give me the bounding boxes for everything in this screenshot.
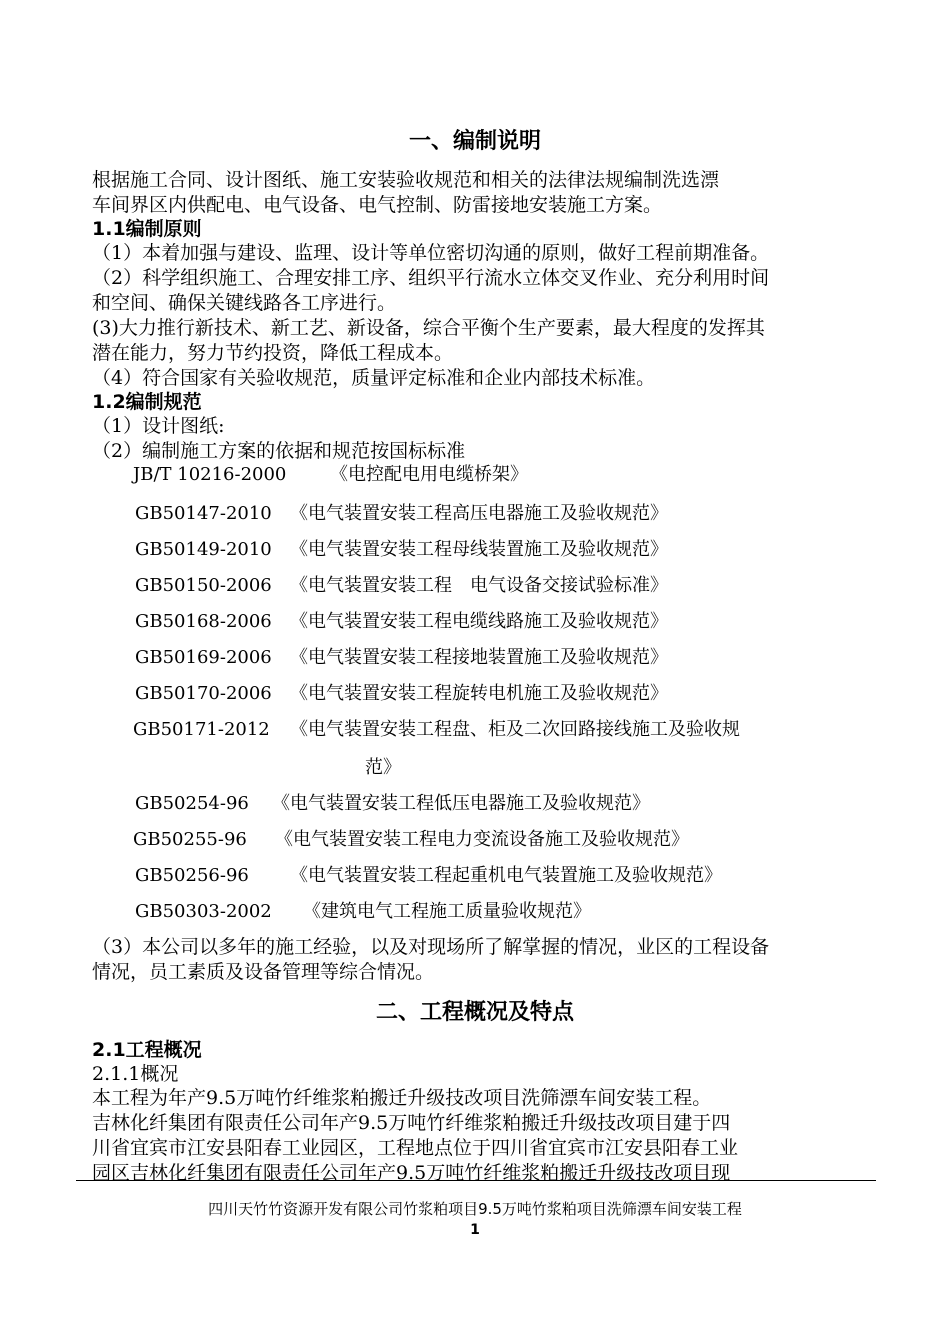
paragraph-line: （2）科学组织施工、合理安排工序、组织平行流水立体交叉作业、充分利用时间 (92, 267, 770, 289)
paragraph-line: 园区吉林化纤集团有限责任公司年产9.5万吨竹纤维浆粕搬迁升级技改项目现 (92, 1162, 731, 1184)
paragraph-line: （1）本着加强与建设、监理、设计等单位密切沟通的原则，做好工程前期准备。 (92, 242, 770, 264)
standard-code: GB50170-2006 (135, 683, 272, 704)
standard-name: 《电气装置安装工程 电气设备交接试验标准》 (290, 575, 668, 596)
standard-name: 《电气装置安装工程母线装置施工及验收规范》 (290, 539, 668, 560)
paragraph-line: （3）本公司以多年的施工经验，以及对现场所了解掌握的情况，业区的工程设备 (92, 936, 770, 958)
standard-name: 《电气装置安装工程起重机电气装置施工及验收规范》 (290, 865, 722, 886)
standard-name: 《电气装置安装工程旋转电机施工及验收规范》 (290, 683, 668, 704)
paragraph-line: 和空间、确保关键线路各工序进行。 (92, 292, 397, 314)
standard-code: GB50150-2006 (135, 575, 272, 596)
standard-name: 《电气装置安装工程电力变流设备施工及验收规范》 (275, 829, 689, 850)
footer-divider (76, 1180, 876, 1181)
standard-name: 《电控配电用电缆桥架》 (330, 464, 528, 485)
section-title: 二、工程概况及特点 (375, 1000, 574, 1025)
standard-name: 《电气装置安装工程高压电器施工及验收规范》 (290, 503, 668, 524)
page-footer: 四川天竹竹资源开发有限公司竹浆粕项目9.5万吨竹浆粕项目洗筛漂车间安装工程 (208, 1200, 742, 1218)
standard-code: GB50303-2002 (135, 901, 272, 922)
paragraph-line: 情况，员工素质及设备管理等综合情况。 (92, 961, 435, 983)
paragraph-line: (3)大力推行新技术、新工艺、新设备，综合平衡个生产要素，最大程度的发挥其 (92, 317, 765, 339)
standard-name-continuation: 范》 (365, 757, 401, 778)
paragraph-line: 吉林化纤集团有限责任公司年产9.5万吨竹纤维浆粕搬迁升级技改项目建于四 (92, 1112, 731, 1134)
subsection-heading: 2.1工程概况 (92, 1039, 202, 1061)
standard-code: GB50169-2006 (135, 647, 272, 668)
standard-name: 《电气装置安装工程接地装置施工及验收规范》 (290, 647, 668, 668)
standard-code: GB50168-2006 (135, 611, 272, 632)
sub-subsection-heading: 2.1.1概况 (92, 1063, 179, 1085)
standard-name: 《电气装置安装工程盘、柜及二次回路接线施工及验收规 (290, 719, 740, 740)
standard-name: 《建筑电气工程施工质量验收规范》 (303, 901, 591, 922)
standard-code: GB50254-96 (135, 793, 249, 814)
paragraph-line: 根据施工合同、设计图纸、施工安装验收规范和相关的法律法规编制洗选漂 (92, 169, 720, 191)
paragraph-line: 潜在能力，努力节约投资，降低工程成本。 (92, 342, 454, 364)
standard-code: JB/T 10216-2000 (133, 464, 287, 485)
paragraph-line: （2）编制施工方案的依据和规范按国标标准 (92, 440, 466, 462)
page-number: 1 (470, 1222, 480, 1238)
paragraph-line: 车间界区内供配电、电气设备、电气控制、防雷接地安装施工方案。 (92, 194, 663, 216)
subsection-heading: 1.2编制规范 (92, 391, 202, 413)
standard-code: GB50256-96 (135, 865, 249, 886)
standard-code: GB50171-2012 (133, 719, 270, 740)
paragraph-line: （1）设计图纸: (92, 415, 225, 437)
section-title: 一、编制说明 (408, 129, 541, 154)
paragraph-line: 本工程为年产9.5万吨竹纤维浆粕搬迁升级技改项目洗筛漂车间安装工程。 (92, 1087, 712, 1109)
standard-code: GB50255-96 (133, 829, 247, 850)
standard-code: GB50149-2010 (135, 539, 272, 560)
standard-code: GB50147-2010 (135, 503, 272, 524)
paragraph-line: （4）符合国家有关验收规范，质量评定标准和企业内部技术标准。 (92, 367, 656, 389)
subsection-heading: 1.1编制原则 (92, 218, 202, 240)
standard-name: 《电气装置安装工程低压电器施工及验收规范》 (272, 793, 650, 814)
standard-name: 《电气装置安装工程电缆线路施工及验收规范》 (290, 611, 668, 632)
paragraph-line: 川省宜宾市江安县阳春工业园区，工程地点位于四川省宜宾市江安县阳春工业 (92, 1137, 739, 1159)
